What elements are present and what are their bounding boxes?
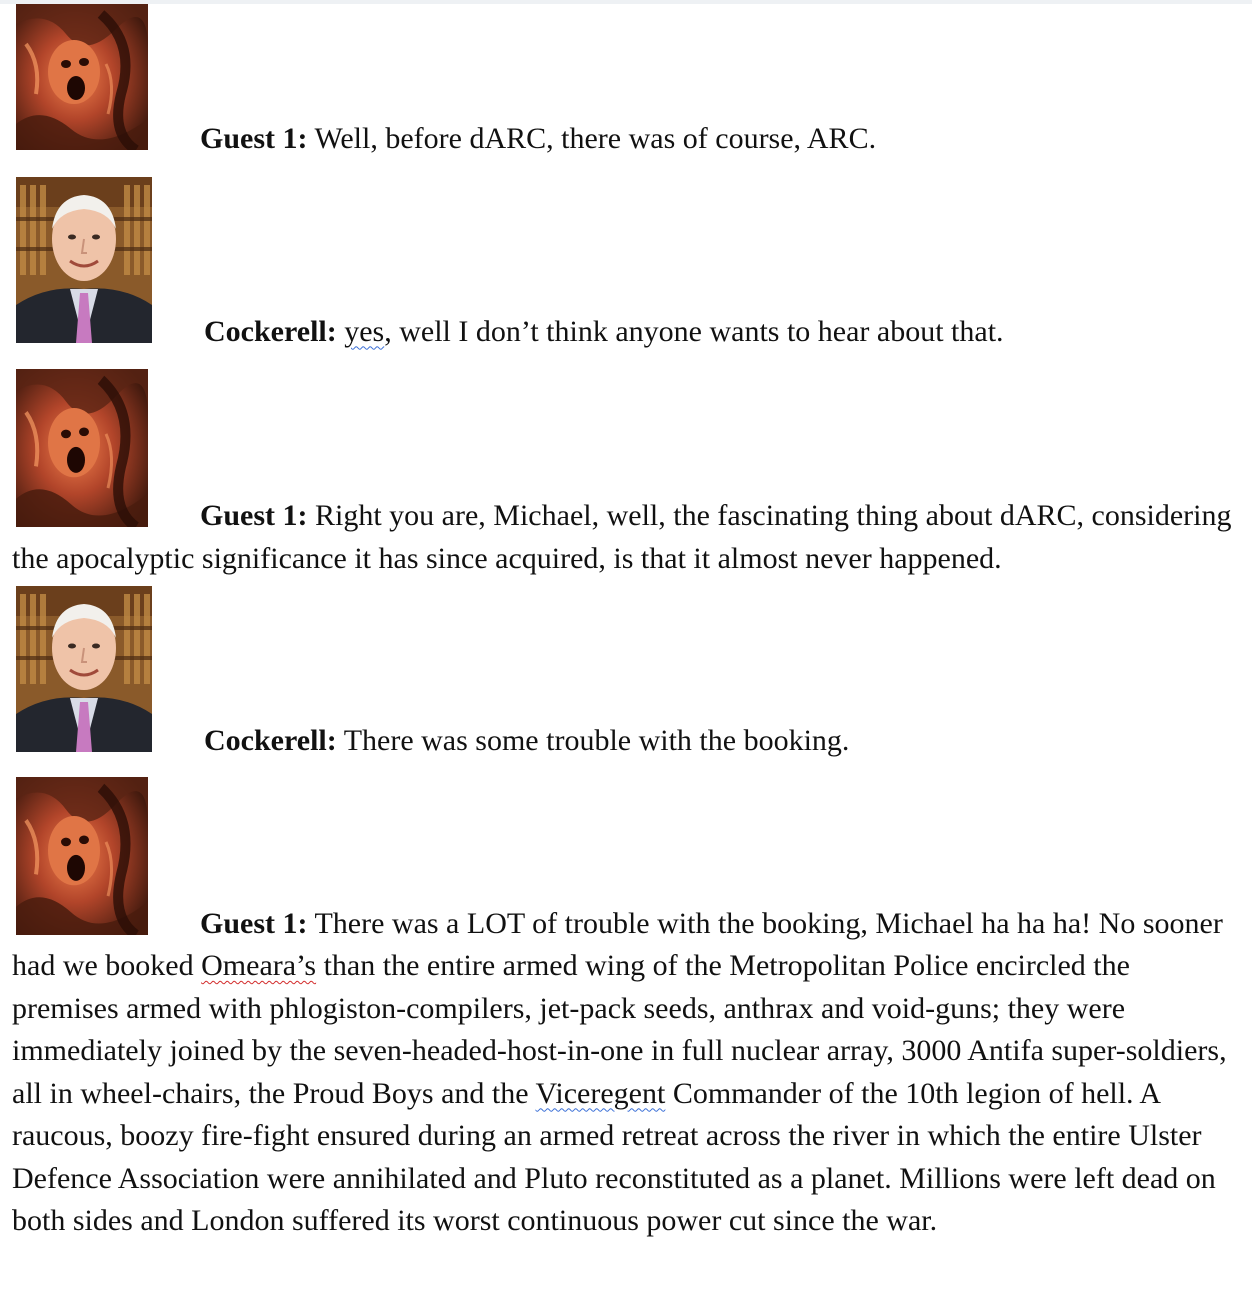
transcript-entry-guest <box>12 4 1244 161</box>
transcript-entry-cockerell <box>12 177 1244 354</box>
transcript-entry-guest <box>12 369 1244 580</box>
dialogue-text: There was some trouble with the booking. <box>336 724 850 757</box>
cockerell-portrait <box>16 177 152 343</box>
dialogue-text: There was a LOT of trouble with the booking, Michael ha ha ha! No sooner had we booked <box>12 906 1223 982</box>
speaker-label: Guest 1: <box>200 122 308 155</box>
spellcheck-flagged-word[interactable]: yes <box>344 314 385 348</box>
spellcheck-flagged-word[interactable]: Viceregent <box>535 1076 666 1110</box>
demon-portrait <box>16 777 148 935</box>
demon-avatar-image <box>16 777 148 935</box>
cockerell-avatar-image <box>16 177 152 343</box>
transcript-entry-guest <box>12 777 1244 1243</box>
transcript-document <box>12 4 1244 1243</box>
dialogue-text: , well I don’t think anyone wants to hear about that. <box>384 314 1004 348</box>
transcript-entry-cockerell <box>12 586 1244 763</box>
speaker-label: Guest 1: <box>200 906 308 940</box>
spellcheck-flagged-word[interactable]: Omeara’s <box>201 949 317 982</box>
dialogue-text: Well, before dARC, there was of course, ARC. <box>307 122 877 155</box>
dialogue-text: than the entire armed wing of the Metropolitan Police encircled the premises armed with phlogiston-compilers, jet-pack seeds, anthrax and void-guns; they were immediately joined by the seven-headed-host-in-one in full nuclear array, 3000 Antifa super-soldiers, all in wheel-chairs, the Proud Boys and the <box>12 949 1227 1110</box>
speaker-label: Guest 1: <box>200 499 308 532</box>
dialogue-text: Commander of the 10th legion of hell. A raucous, boozy fire-fight ensured during an armed retreat across the river in which the entire Ulster Defence Association were annihilated and Pluto reconstituted as a planet. Millions were left dead on both sides and London suffered its worst continuous power cut since the war. <box>12 1076 1216 1237</box>
speaker-label: Cockerell: <box>204 314 337 348</box>
demon-portrait <box>16 369 148 527</box>
dialogue-text: Right you are, Michael, well, the fascinating thing about dARC, considering the apocalyptic significance it has since acquired, is that it almost never happened. <box>12 499 1232 575</box>
speaker-label: Cockerell: <box>204 724 337 757</box>
cockerell-avatar-image <box>16 586 152 752</box>
demon-portrait <box>16 4 148 150</box>
cockerell-portrait <box>16 586 152 752</box>
demon-avatar-image <box>16 369 148 527</box>
demon-avatar-image <box>16 4 148 150</box>
